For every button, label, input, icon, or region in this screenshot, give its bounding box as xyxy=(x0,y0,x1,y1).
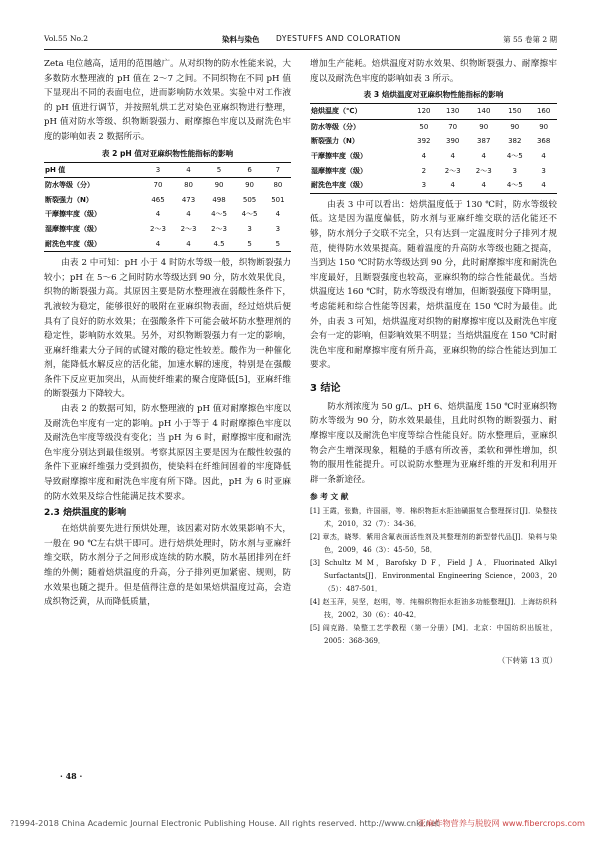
table-cell: 2～3 xyxy=(150,224,166,233)
table-cell: 4～5 xyxy=(211,210,227,219)
table-cell: 2 xyxy=(421,166,427,175)
row-label: 湿摩擦牢度（级） xyxy=(311,166,367,175)
table-cell: 4.5 xyxy=(204,237,235,252)
reference-item: [1] 王霞，张勤，许国丽，等．棉织物拒水拒油磺据复合整理探讨[J]．染整技术，2010，32（7）：34-36． xyxy=(310,507,557,529)
header-rule xyxy=(44,49,557,50)
journal-title-en: DYESTUFFS AND COLORATION xyxy=(276,34,401,43)
row-label: 干摩擦牢度（级） xyxy=(45,210,101,219)
table-row xyxy=(44,178,291,193)
table-cell: 4～5 xyxy=(241,210,258,219)
paragraph: 防水剂浓度为 50 g/L、pH 6、焙烘温度 150 ℃时亚麻织物防水等级为 90 分，防水效果最佳，且此时织物的断裂强力、耐摩擦牢度以及耐洗色牢度等综合性能良好。防水整理后，亚麻织物会产生增深现象，粗糙的手感有所改善，柔软和弹性增加，织物的服用性能提升。可以说防水整理为亚麻纤维的开发和利用开辟一条新途径。 xyxy=(310,401,557,485)
table-cell: 387 xyxy=(477,137,491,146)
table-cell: 90 xyxy=(539,122,549,131)
table-cell: 3 xyxy=(247,224,252,233)
copyright-notice: ?1994-2018 China Academic Journal Electronic Publishing House. All rights reserved. http://www.cnki.net xyxy=(10,818,440,828)
section-heading-3: 3 结论 xyxy=(310,382,341,394)
table-cell: 473 xyxy=(181,195,196,204)
reference-item: [5] 阎克路．染整工艺学教程（第一分册）[M]．北京：中国纺织出版社，2005：368-369． xyxy=(310,624,557,646)
table-cell: 390 xyxy=(445,137,460,146)
table-cell: 3 xyxy=(275,224,281,233)
table-cell: 4 xyxy=(468,178,499,193)
table-row xyxy=(310,119,557,134)
row-label: 干摩擦牢度（级） xyxy=(311,151,367,160)
table-header-cell: 140 xyxy=(468,104,499,120)
section-heading-2-3: 2.3 焙烘温度的影响 xyxy=(44,508,127,519)
table-row xyxy=(44,207,291,222)
table-cell: 4 xyxy=(541,151,546,160)
reference-list xyxy=(310,505,557,648)
right-column xyxy=(310,57,557,669)
running-header xyxy=(44,34,557,48)
table-cell: 5 xyxy=(234,237,265,252)
volume-number: Vol.55 No.2 xyxy=(44,34,89,43)
references-heading: 参 考 文 献 xyxy=(310,492,349,502)
table-cell: 80 xyxy=(184,181,193,190)
table-cell: 465 xyxy=(151,195,165,204)
table-row xyxy=(310,149,557,164)
table-header-cell: 3 xyxy=(143,162,174,178)
table-cell: 90 xyxy=(479,122,489,131)
table-cell: 3 xyxy=(541,166,546,175)
table-header-cell: 5 xyxy=(204,162,235,178)
table-cell: 4 xyxy=(437,178,468,193)
table-cell: 4 xyxy=(275,210,281,219)
table-cell: 70 xyxy=(153,181,163,190)
table-cell: 4 xyxy=(450,151,455,160)
table-header-cell: 160 xyxy=(530,104,557,120)
left-column xyxy=(44,57,291,610)
row-label: 断裂强力（N） xyxy=(45,195,93,204)
paragraph: 由表 2 中可知：pH 小于 4 时防水等级一般，织物断裂强力较小；pH 在 5～6 之间时防水等级达到 90 分，防水效果优良，织物的断裂强力高。其原因主要是防水整理液在弱酸性条件下，乳液较为稳定，能够很好的吸附在亚麻织物表面，经过焙烘后便具有了良好的防水效果；在强酸条件下可能会破坏防水整理剂的稳定性，影响防水效果。另外，对织物断裂强力有一定的影响，亚麻纤维素大分子间的甙键对酸的稳定性较差。酸作为一种催化剂，能降低水解反应的活化能，加速水解的速度，特别是在强酸条件下反应更加突出，从而使纤维素的聚合度降低[5]，亚麻纤维的断裂强力下降较大。 xyxy=(44,258,291,400)
table-2 xyxy=(44,162,291,253)
table-3-caption: 表 3 焙烘温度对亚麻织物性能指标的影响 xyxy=(363,90,504,100)
paragraph: 增加生产能耗。焙烘温度对防水效果、织物断裂强力、耐摩擦牢度以及耐洗色牢度的影响如表 3 所示。 xyxy=(310,59,557,84)
journal-title-cn: 染料与染色 xyxy=(222,35,260,44)
table-cell: 4 xyxy=(173,237,204,252)
table-cell: 80 xyxy=(273,181,283,190)
table-header-cell: 150 xyxy=(499,104,530,120)
table-header-cell: pH 值 xyxy=(44,162,143,178)
table-cell: 4 xyxy=(530,178,557,193)
issue-number-cn: 第 55 卷第 2 期 xyxy=(503,35,557,44)
table-cell: 2～3 xyxy=(180,224,197,233)
table-cell: 4 xyxy=(155,210,161,219)
table-cell: 4～5 xyxy=(499,178,530,193)
table-cell: 368 xyxy=(536,137,551,146)
table-cell: 498 xyxy=(212,195,226,204)
table-row xyxy=(310,164,557,179)
table-cell: 392 xyxy=(417,137,431,146)
table-row xyxy=(44,237,291,252)
table-3 xyxy=(310,103,557,194)
row-label: 防水等级（分） xyxy=(311,122,360,131)
table-cell: 70 xyxy=(448,122,458,131)
table-cell: 90 xyxy=(214,181,224,190)
paragraph: 由表 3 中可以看出：焙烘温度低于 130 ℃时，防水等级较低。这是因为温度偏低，防水剂与亚麻纤维交联的活化能还不够，防水剂分子交联不完全，只有达到一定温度时分子排列才规范，使得防水效果提高。随着温度的升高防水等级也随之提高，当到达 150 ℃时防水等级达到 90 分，此时耐摩擦牢度和耐洗色牢度最好，且断裂强度也较高，亚麻织物的综合性能最优。当焙烘温度达 160 ℃时，防水等级没有增加，但断裂强度下降明显，考虑能耗和综合性能等因素，焙烘温度在 150 ℃时为最佳。此外，由表 3 可知，焙烘温度对织物的耐摩擦牢度以及耐洗色牢度会有一定的影响，但影响效果不明显；当焙烘温度在 150 ℃时耐洗色牢度和耐摩擦牢度有所升高，亚麻织物的综合性能达到加工要求。 xyxy=(310,199,557,371)
table-header-cell: 120 xyxy=(411,104,438,120)
paragraph: Zeta 电位越高，适用的范围越广。从对织物的防水性能来说，大多数防水整理液的 pH 值在 2～7 之间。不同织物在不同 pH 值下显现出不同的表面电位，进而影响防水效果。实验中对工作液的 pH 值进行调节，并按照轧烘工艺对染色亚麻织物进行整理，pH 值对防水等级、织物断裂强力、耐摩擦色牢度以及耐洗色牢度的影响如表 2 数据所示。 xyxy=(44,59,291,142)
table-row xyxy=(44,193,291,208)
table-header-cell: 6 xyxy=(234,162,265,178)
table-header-cell: 4 xyxy=(173,162,204,178)
paragraph: 在焙烘前要先进行预烘处理，该因素对防水效果影响不大，一般在 90 ℃左右烘干即可。进行焙烘处理时，防水剂与亚麻纤维交联，防水剂分子之间形成连续的防水膜，防水基团排列在纤维的外侧；随着焙烘温度的升高，分子排列更加紧密、规则，防水效果也随之提升。但是值得注意的是如果焙烘温度过高，会造成织物泛黄，从而降低质量， xyxy=(44,524,291,608)
table-cell: 4 xyxy=(481,151,486,160)
watermark-text: 亚麻作物营养与脱胶网 www.fibercrops.com xyxy=(417,818,585,828)
row-label: 耐洗色牢度（级） xyxy=(44,237,143,252)
table-cell: 4～5 xyxy=(506,151,523,160)
table-row xyxy=(310,134,557,149)
reference-item: [4] 赵玉萍，吴坚，赵明，等．纯棉织物拒水拒油多功能整理[J]．上海纺织科技，2002，30（6）：40-42． xyxy=(310,598,557,620)
table-cell: 90 xyxy=(510,122,520,131)
table-cell: 50 xyxy=(419,122,429,131)
table-cell: 2～3 xyxy=(211,224,227,233)
reference-item: [3] Schultz M M，Barofsky D F，Field J A．Fluorinated Alkyl Surfactants[J]．Environmental Engineering Science，2003，20（5）：487-501． xyxy=(310,559,557,594)
table-cell: 90 xyxy=(245,181,255,190)
table-cell: 382 xyxy=(508,137,522,146)
table-cell: 2～3 xyxy=(444,166,461,175)
table-header-cell: 130 xyxy=(437,104,468,120)
table-header-cell: 7 xyxy=(265,162,291,178)
row-label: 耐洗色牢度（级） xyxy=(310,178,411,193)
row-label: 防水等级（分） xyxy=(45,181,94,190)
table-2-caption: 表 2 pH 值对亚麻织物性能指标的影响 xyxy=(101,148,234,158)
table-cell: 505 xyxy=(242,195,257,204)
table-header-row xyxy=(310,104,557,120)
table-cell: 4 xyxy=(186,210,191,219)
table-cell: 3 xyxy=(512,166,517,175)
table-cell: 5 xyxy=(265,237,291,252)
reference-item: [2] 章杰，晓琴．紫用含氟表面活性剂及其整理剂的新型替代品[J]．染料与染色，2009，46（3）：45-50，58． xyxy=(310,533,557,555)
page-number: · 48 · xyxy=(60,771,83,781)
table-header-row xyxy=(44,162,291,178)
table-cell: 4 xyxy=(143,237,174,252)
row-label: 湿摩擦牢度（级） xyxy=(45,224,101,233)
table-row xyxy=(310,178,557,193)
table-row xyxy=(44,222,291,237)
continued-note: （下转第 13 页） xyxy=(497,656,557,666)
table-cell: 3 xyxy=(411,178,438,193)
table-cell: 2～3 xyxy=(475,166,492,175)
paragraph: 由表 2 的数据可知，防水整理液的 pH 值对耐摩擦色牢度以及耐洗色牢度有一定的影响。pH 小于等于 4 时耐摩擦色牢度以及耐洗色牢度等级没有变化；当 pH 为 6 时，耐摩擦牢度和耐洗色牢度分别达到最佳级别。考察其原因主要是因为在酸性较强的条件下亚麻纤维强力受到损伤，使染料在纤维间固着的牢度降低导致耐摩擦牢度和耐洗色牢度有所下降。因此，pH 为 6 时亚麻的防水效果及综合性能满足技术要求。 xyxy=(44,404,291,502)
table-header-cell: 焙烘温度（℃） xyxy=(310,104,411,120)
row-label: 断裂强力（N） xyxy=(311,137,359,146)
table-cell: 4 xyxy=(421,151,427,160)
table-cell: 501 xyxy=(271,195,285,204)
